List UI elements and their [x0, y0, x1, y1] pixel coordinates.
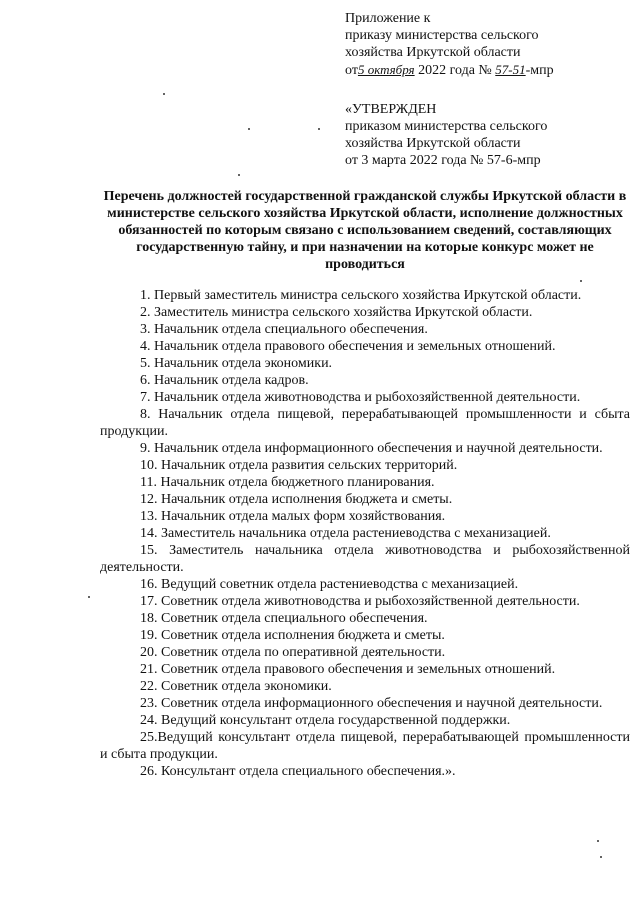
list-item: 14. Заместитель начальника отдела растениеводства с механизацией.: [140, 526, 551, 541]
approval-order-line: приказом министерства сельского: [345, 119, 548, 134]
positions-list: [100, 287, 630, 780]
list-item: 25.Ведущий консультант отдела пищевой, перерабатывающей промышленности и сбыта продукции.: [100, 730, 630, 762]
list-item: 24. Ведущий консультант отдела государственной поддержки.: [140, 713, 511, 728]
scan-speck: [580, 280, 582, 282]
list-item: 7. Начальник отдела животноводства и рыбохозяйственной деятельности.: [140, 390, 581, 405]
list-item: 2. Заместитель министра сельского хозяйства Иркутской области.: [140, 305, 533, 320]
list-item: 10. Начальник отдела развития сельских территорий.: [140, 458, 458, 473]
approval-ministry-line: хозяйства Иркутской области: [345, 136, 521, 151]
date-year: 2022 года №: [414, 63, 492, 78]
number-suffix: -мпр: [525, 63, 554, 78]
list-item: 4. Начальник отдела правового обеспечения и земельных отношений.: [140, 339, 556, 354]
list-item: 9. Начальник отдела информационного обеспечения и научной деятельности.: [140, 441, 603, 456]
date-prefix: от: [345, 63, 358, 78]
list-item: 8. Начальник отдела пищевой, перерабатывающей промышленности и сбыта продукции.: [100, 407, 630, 439]
approval-block: [345, 101, 635, 169]
list-item: 26. Консультант отдела специального обеспечения.».: [140, 764, 456, 779]
list-item: 1. Первый заместитель министра сельского хозяйства Иркутской области.: [140, 288, 582, 303]
list-item: 11. Начальник отдела бюджетного планирования.: [140, 475, 435, 490]
list-item: 19. Советник отдела исполнения бюджета и сметы.: [140, 628, 445, 643]
list-item: 12. Начальник отдела исполнения бюджета и сметы.: [140, 492, 453, 507]
scan-speck: [163, 93, 165, 95]
handwritten-number: 57-51: [495, 62, 526, 77]
list-item: 23. Советник отдела информационного обеспечения и научной деятельности.: [140, 696, 603, 711]
list-item: 21. Советник отдела правового обеспечения и земельных отношений.: [140, 662, 556, 677]
handwritten-date: 5 октября: [357, 62, 415, 77]
scan-speck: [248, 128, 250, 130]
approval-label: «УТВЕРЖДЕН: [345, 102, 437, 117]
appendix-date-line: [345, 61, 635, 79]
scan-speck: [597, 840, 599, 842]
appendix-header: [345, 10, 635, 79]
scan-speck: [600, 856, 602, 858]
list-item: 5. Начальник отдела экономики.: [140, 356, 333, 371]
appendix-ministry-line: хозяйства Иркутской области: [345, 45, 521, 60]
list-item: 15. Заместитель начальника отдела животноводства и рыбохозяйственной деятельности.: [100, 543, 630, 575]
appendix-label: Приложение к: [345, 11, 431, 26]
list-item: 3. Начальник отдела специального обеспечения.: [140, 322, 428, 337]
scan-speck: [88, 596, 90, 598]
list-item: 20. Советник отдела по оперативной деятельности.: [140, 645, 446, 660]
document-title: Перечень должностей государственной гражданской службы Иркутской области в министерстве сельского хозяйства Иркутской области, исполнение должностных обязанностей по которым связано с использованием сведений, составляющих государственную тайну, и при назначении на которые конкурс может не проводиться: [103, 189, 627, 272]
approval-date-line: от 3 марта 2022 года № 57-6-мпр: [345, 153, 541, 168]
scan-speck: [238, 174, 240, 176]
list-item: 6. Начальник отдела кадров.: [140, 373, 309, 388]
list-item: 17. Советник отдела животноводства и рыбохозяйственной деятельности.: [140, 594, 580, 609]
appendix-order-line: приказу министерства сельского: [345, 28, 539, 43]
list-item: 18. Советник отдела специального обеспечения.: [140, 611, 428, 626]
list-item: 22. Советник отдела экономики.: [140, 679, 332, 694]
list-item: 16. Ведущий советник отдела растениеводства с механизацией.: [140, 577, 519, 592]
scan-speck: [318, 128, 320, 130]
list-item: 13. Начальник отдела малых форм хозяйствования.: [140, 509, 446, 524]
